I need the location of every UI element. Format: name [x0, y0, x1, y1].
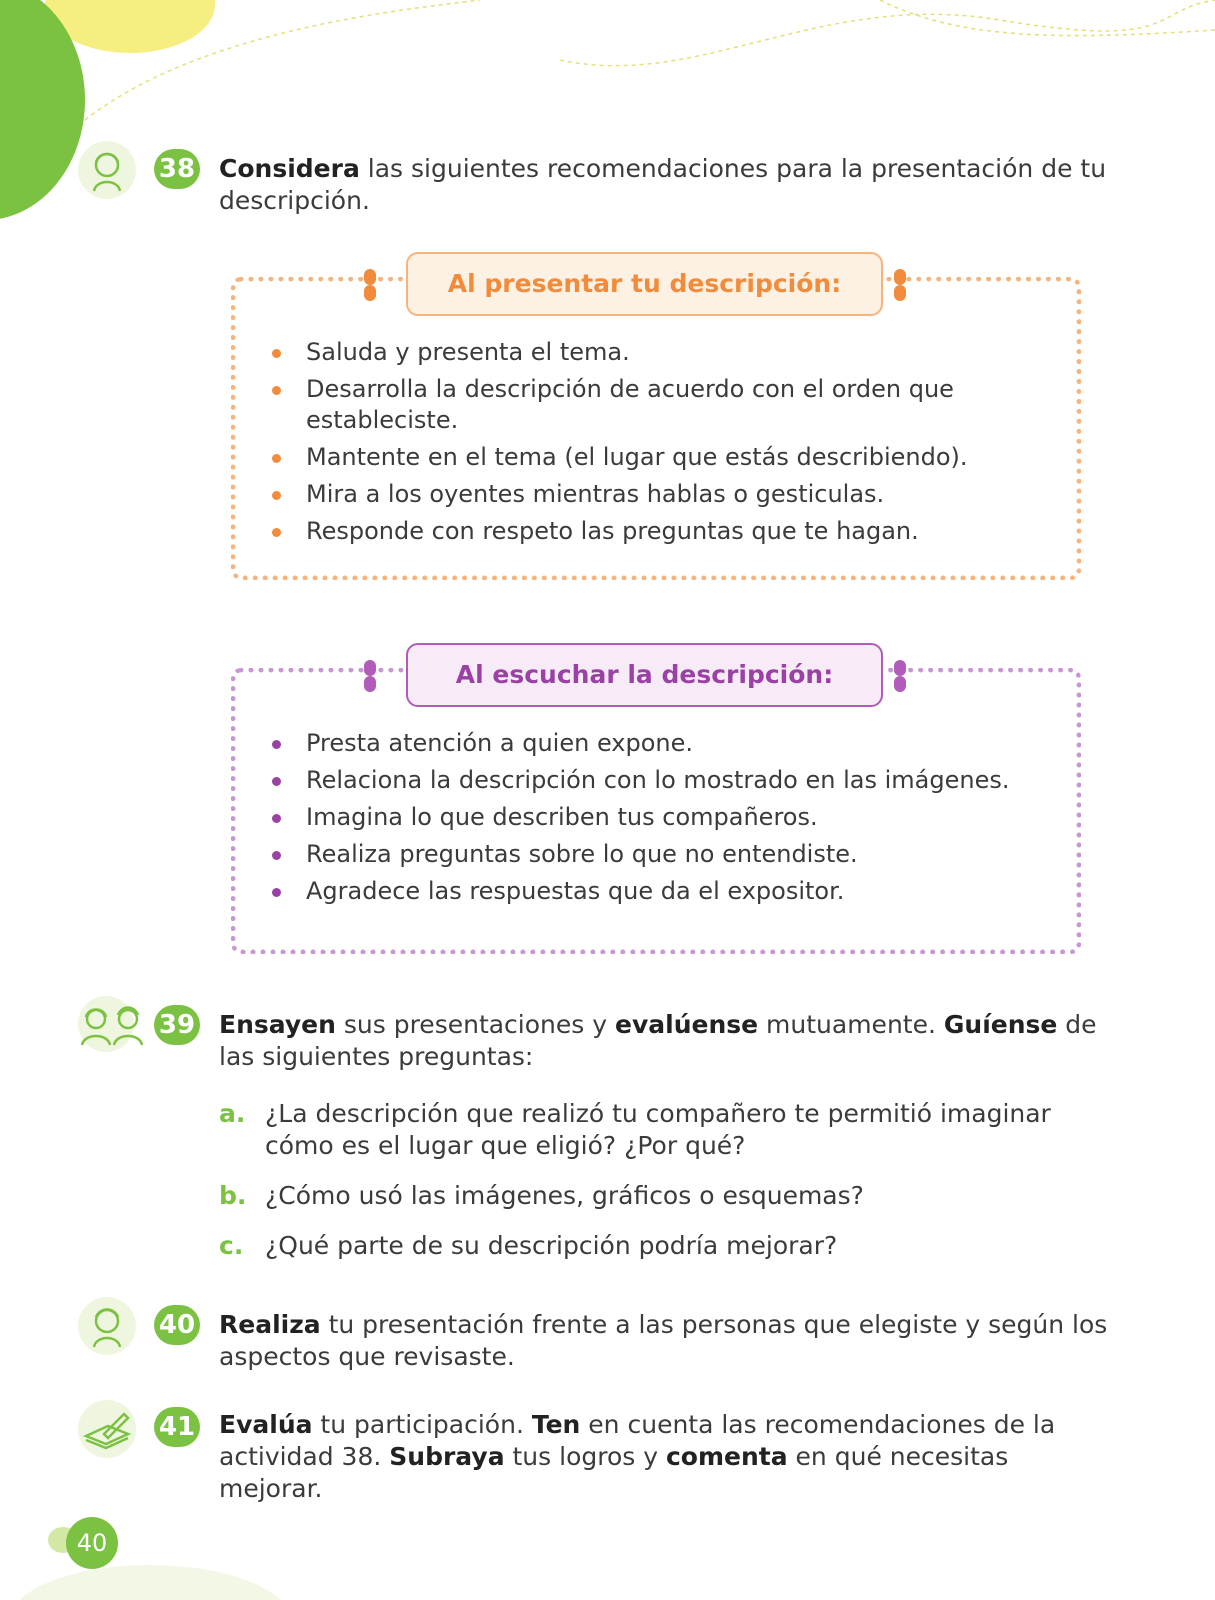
box-connector-left	[364, 660, 392, 680]
bullet-icon	[272, 740, 281, 749]
list-item: Responde con respeto las preguntas que te hagan.	[270, 516, 1030, 547]
student-icon	[78, 141, 136, 199]
bullet-icon	[272, 454, 281, 463]
list-item: Saluda y presenta el tema.	[270, 337, 1030, 368]
activity-41-text: Evalúa tu participación. Ten en cuenta las recomendaciones de la actividad 38. Subraya tus logros y comenta en qué necesitas mejorar.	[219, 1410, 1056, 1503]
activity-number-38: 38	[154, 149, 200, 189]
list-item: Presta atención a quien expone.	[270, 728, 1030, 759]
bottom-blob	[10, 1565, 290, 1600]
list-item: Mira a los oyentes mientras hablas o gesticulas.	[270, 479, 1030, 510]
activity-38-verb: Considera	[219, 154, 360, 183]
question-item: b. ¿Cómo usó las imágenes, gráficos o esquemas?	[219, 1181, 864, 1210]
activity-39-text: Ensayen sus presentaciones y evalúense mutuamente. Guíense de las siguientes preguntas:	[219, 1010, 1097, 1071]
list-item: Realiza preguntas sobre lo que no entendiste.	[270, 839, 1030, 870]
activity-number-40: 40	[154, 1305, 200, 1345]
listening-recommendations-box	[231, 660, 1081, 954]
box-connector-right	[894, 660, 922, 680]
bullet-icon	[272, 777, 281, 786]
dashed-wave-2	[880, 0, 1215, 36]
activity-number-39: 39	[154, 1005, 200, 1045]
list-item: Relaciona la descripción con lo mostrado en las imágenes.	[270, 765, 1030, 796]
activity-38-text	[219, 153, 1119, 217]
bullet-icon	[272, 386, 281, 395]
activity-40-text: Realiza tu presentación frente a las personas que elegiste y según los aspectos que revisaste.	[219, 1310, 1108, 1371]
bullet-icon	[272, 851, 281, 860]
box-connector-right	[894, 269, 922, 289]
presenting-recommendations-box	[231, 269, 1081, 580]
bullet-icon	[272, 349, 281, 358]
activity-38-instruction: las siguientes recomendaciones para la presentación de tu descripción.	[219, 154, 1107, 215]
question-letter: b.	[219, 1181, 247, 1210]
question-letter: c.	[219, 1231, 244, 1260]
list-item: Imagina lo que describen tus compañeros.	[270, 802, 1030, 833]
list-item: Mantente en el tema (el lugar que estás describiendo).	[270, 442, 1030, 473]
notebook-pencil-icon	[78, 1400, 136, 1458]
student-icon	[78, 1297, 136, 1355]
box-connector-left	[364, 269, 392, 289]
bullet-icon	[272, 528, 281, 537]
listening-list	[270, 728, 1030, 913]
dashed-wave	[560, 0, 1215, 66]
list-item: Agradece las respuestas que da el expositor.	[270, 876, 1030, 907]
question-letter: a.	[219, 1099, 246, 1128]
question-item: a. ¿La descripción que realizó tu compañero te permitió imaginar cómo es el lugar que eligió? ¿Por qué?	[219, 1099, 1051, 1160]
listening-box-title: Al escuchar la descripción:	[406, 643, 883, 707]
list-item: Desarrolla la descripción de acuerdo con el orden que estableciste.	[270, 374, 1030, 436]
presenting-list	[270, 337, 1030, 553]
question-list	[219, 1098, 1099, 1280]
question-item: c. ¿Qué parte de su descripción podría mejorar?	[219, 1231, 838, 1260]
bullet-icon	[272, 491, 281, 500]
pair-students-icon	[76, 995, 152, 1053]
presenting-box-title: Al presentar tu descripción:	[406, 252, 883, 316]
page-number: 40	[66, 1517, 118, 1569]
bullet-icon	[272, 814, 281, 823]
activity-number-41: 41	[154, 1407, 200, 1447]
bullet-icon	[272, 888, 281, 897]
